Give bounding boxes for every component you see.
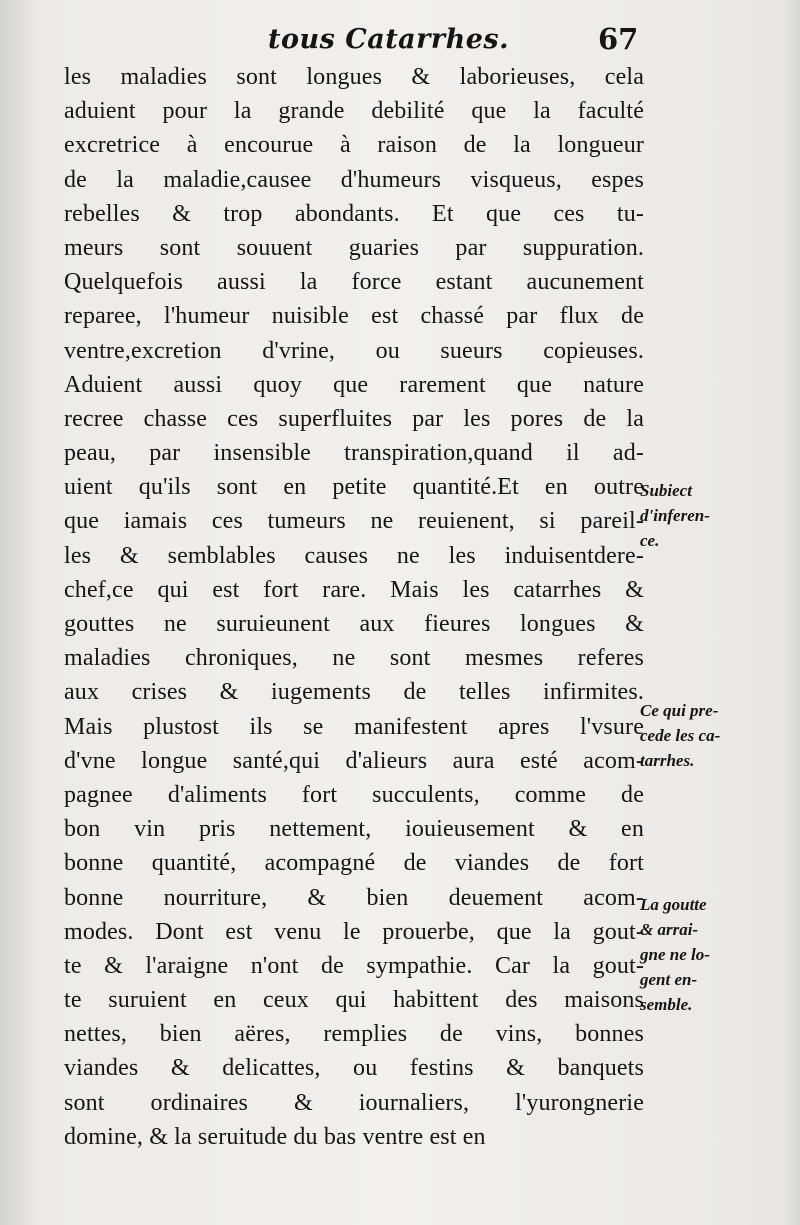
- text-line: de la maladie,causee d'humeurs visqueus, espes: [64, 166, 644, 193]
- text-line: Aduient aussi quoy que rarement que nature: [64, 371, 644, 398]
- text-line: uient qu'ils sont en petite quantité.Et en outre: [64, 474, 644, 501]
- margin-note-line: La goutte: [640, 895, 707, 914]
- text-line: peau, par insensible transpiration,quand il ad-: [64, 440, 644, 467]
- text-line: te & l'araigne n'ont de sympathie. Car la gout-: [64, 952, 644, 979]
- text-line: rebelles & trop abondants. Et que ces tu-: [64, 200, 644, 227]
- running-head: tous Catarrhes.: [268, 24, 510, 55]
- text-line: les maladies sont longues & laborieuses, cela: [64, 64, 644, 90]
- text-line: aduient pour la grande debilité que la faculté: [64, 98, 644, 125]
- margin-note-line: & arrai-: [640, 920, 699, 939]
- text-line: les & semblables causes ne les induisentdere-: [64, 542, 644, 569]
- text-line: ventre,excretion d'vrine, ou sueurs copieuses.: [64, 337, 644, 364]
- text-line: d'vne longue santé,qui d'alieurs aura esté acom-: [64, 747, 644, 774]
- margin-note-line: tarrhes.: [640, 751, 695, 770]
- text-line: aux crises & iugements de telles infirmites.: [64, 679, 644, 706]
- text-line: modes. Dont est venu le prouerbe, que la gout-: [64, 918, 644, 945]
- text-line: gouttes ne suruieunent aux fieures longues &: [64, 611, 644, 637]
- text-line: te suruient en ceux qui habittent des maisons: [64, 987, 644, 1014]
- margin-note-line: Ce qui pre-: [640, 701, 719, 720]
- text-line: bonne quantité, acompagné de viandes de fort: [64, 850, 644, 877]
- text-line: meurs sont souuent guaries par suppuration.: [64, 234, 644, 261]
- text-line: pagnee d'aliments fort succulents, comme de: [64, 781, 644, 808]
- text-line: reparee, l'humeur nuisible est chassé par flux de: [64, 303, 644, 330]
- text-line: bon vin pris nettement, iouieusement & en: [64, 816, 644, 843]
- margin-note-goutte: [640, 892, 790, 1017]
- page-number: 67: [598, 22, 639, 56]
- margin-note-line: d'inferen-: [640, 506, 710, 525]
- text-line: recree chasse ces superfluites par les pores de la: [64, 405, 644, 432]
- text-line: domine, & la seruitude du bas ventre est en: [64, 1123, 486, 1150]
- text-line: chef,ce qui est fort rare. Mais les catarrhes &: [64, 576, 644, 603]
- margin-note-line: gne ne lo-: [640, 945, 710, 964]
- text-line: bonne nourriture, & bien deuement acom-: [64, 884, 644, 911]
- text-line: viandes & delicattes, ou festins & banquets: [64, 1055, 644, 1082]
- margin-note-line: cede les ca-: [640, 726, 721, 745]
- text-line: que iamais ces tumeurs ne reuienent, si pareil-: [64, 508, 644, 535]
- margin-note-subiect: [640, 478, 790, 553]
- text-line: Quelquefois aussi la force estant aucunement: [64, 269, 644, 296]
- text-line: Mais plustost ils se manifestent apres l'vsure: [64, 713, 644, 740]
- margin-note-catarrhes: [640, 698, 790, 773]
- text-line: maladies chroniques, ne sont mesmes referes: [64, 645, 644, 672]
- margin-note-line: gent en-: [640, 970, 698, 989]
- body-text: [64, 60, 644, 1154]
- text-line: excretrice à encourue à raison de la longueur: [64, 132, 644, 159]
- text-line: nettes, bien aëres, remplies de vins, bonnes: [64, 1021, 644, 1048]
- margin-note-line: Subiect: [640, 481, 692, 500]
- margin-note-line: ce.: [640, 531, 660, 550]
- margin-note-line: semble.: [640, 995, 693, 1014]
- text-line: sont ordinaires & iournaliers, l'yurongnerie: [64, 1089, 644, 1116]
